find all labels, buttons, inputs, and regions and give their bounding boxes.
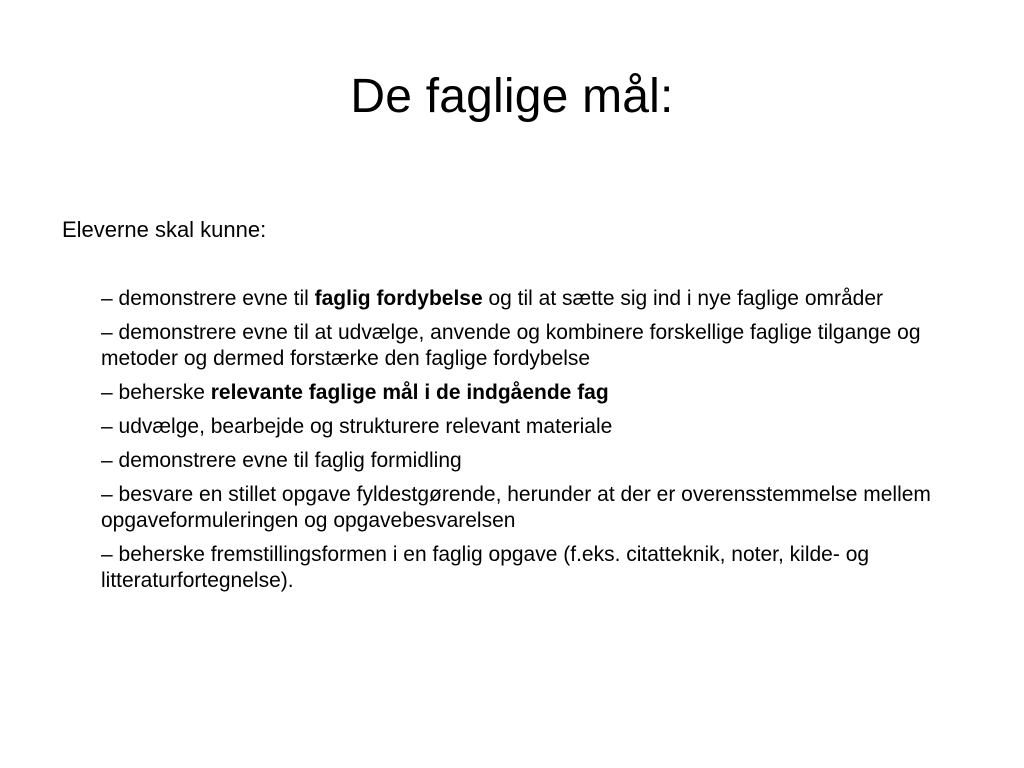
goal-text: – besvare en stillet opgave fyldestgørende, herunder at der er overensstemmelse mellem opgaveformuleringen og opgavebesvarelsen bbox=[101, 483, 931, 532]
goal-item bbox=[101, 448, 981, 474]
intro-text: Eleverne skal kunne: bbox=[62, 217, 267, 242]
goal-text: – demonstrere evne til faglig formidling bbox=[101, 449, 462, 472]
goal-item bbox=[101, 482, 981, 534]
goal-text: – demonstrere evne til at udvælge, anvende og kombinere forskellige faglige tilgange og metoder og dermed forstærke den faglige fordybelse bbox=[101, 321, 921, 370]
goal-item bbox=[101, 542, 981, 594]
goal-text: – udvælge, bearbejde og strukturere relevant materiale bbox=[101, 415, 613, 438]
goal-item bbox=[101, 286, 981, 312]
goal-text: – demonstrere evne til bbox=[101, 287, 315, 310]
goal-text-continued: og til at sætte sig ind i nye faglige områder bbox=[482, 287, 884, 310]
goal-item bbox=[101, 320, 981, 372]
goal-text: – beherske bbox=[101, 381, 211, 404]
goal-text: – beherske fremstillingsformen i en faglig opgave (f.eks. citatteknik, noter, kilde- og litteraturfortegnelse). bbox=[101, 543, 870, 592]
goal-item bbox=[101, 380, 981, 406]
goal-emphasis: faglig fordybelse bbox=[314, 287, 483, 310]
goal-item bbox=[101, 414, 981, 440]
goal-emphasis: relevante faglige mål i de indgående fag bbox=[210, 381, 609, 404]
goal-list bbox=[101, 286, 981, 602]
slide-title: De faglige mål: bbox=[350, 70, 674, 123]
